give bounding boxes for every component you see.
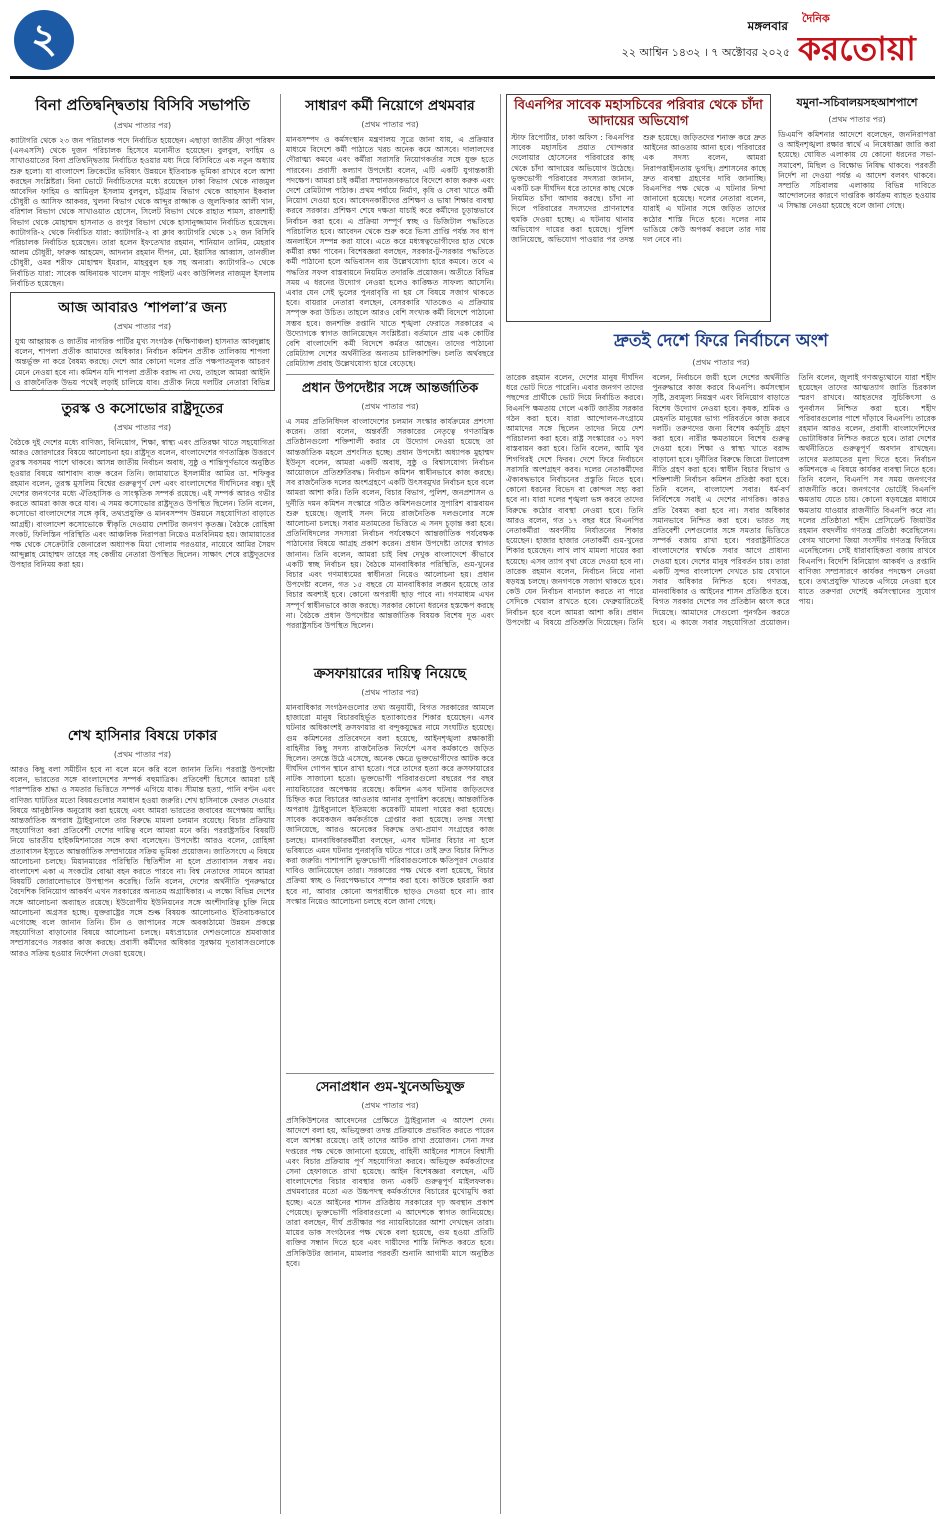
- article-continuation: (প্রথম পাতার পর): [113, 750, 172, 759]
- article-body: এ সময় প্রতিনিধিদল বাংলাদেশের চলমান সংস্কার কার্যক্রমের প্রশংসা করেন। তারা বলেন, অন্তর্বর্তী সরকারের নেতৃত্বে গণতান্ত্রিক প্রতিষ্ঠানগুলো শক্তিশালী করার যে উদ্যোগ নেওয়া হয়েছে তা আন্তর্জাতিক মহলে প্রশংসিত হচ্ছে। প্রধান উপদেষ্টা অধ্যাপক মুহাম্মদ ইউনূস বলেন, আমরা একটি অবাধ, সুষ্ঠু ও বিশ্বাসযোগ্য নির্বাচন আয়োজনে প্রতিশ্রুতিবদ্ধ। নির্বাচন কমিশন স্বাধীনভাবে কাজ করছে। সব রাজনৈতিক দলের অংশগ্রহণে একটি উৎসবমুখর নির্বাচন হবে বলে আমরা আশা করি। তিনি বলেন, বিচার বিভাগ, পুলিশ, জনপ্রশাসন ও দুর্নীতি দমন কমিশন সংস্কারে গঠিত কমিশনগুলোর সুপারিশ বাস্তবায়ন শুরু হয়েছে। জুলাই সনদ নিয়ে রাজনৈতিক দলগুলোর সঙ্গে আলোচনা চলছে। সবার মতামতের ভিত্তিতে এ সনদ চূড়ান্ত করা হবে। প্রতিনিধিদলের সদস্যরা নির্বাচন পর্যবেক্ষণে আন্তর্জাতিক পর্যবেক্ষক পাঠানোর বিষয়ে আগ্রহ প্রকাশ করেন। প্রধান উপদেষ্টা তাদের স্বাগত জানান। তিনি বলেন, আমরা চাই বিশ্ব দেখুক বাংলাদেশে কীভাবে একটি স্বচ্ছ নির্বাচন হয়। বৈঠকে মানবাধিকার পরিস্থিতি, গুম-খুনের বিচার এবং গণমাধ্যমের স্বাধীনতা নিয়েও আলোচনা হয়। প্রধান উপদেষ্টা বলেন, গত ১৫ বছরে যে মানবাধিকার লঙ্ঘন হয়েছে তার বিচার অবশ্যই হবে। কোনো অপরাধী ছাড় পাবে না। গণমাধ্যম এখন সম্পূর্ণ স্বাধীনভাবে কাজ করছে। সরকার কোনো ধরনের হস্তক্ষেপ করছে না। বৈঠকে প্রধান উপদেষ্টার আন্তর্জাতিক বিষয়ক বিশেষ দূত এবং পররাষ্ট্রসচিব উপস্থিত ছিলেন।: [286, 417, 494, 631]
- article-headline: দ্রুতই দেশে ফিরে নির্বাচনে অংশ: [613, 331, 829, 351]
- article-worker-recruitment: [286, 94, 494, 370]
- masthead-rule: [10, 76, 935, 79]
- article-headline: শেখ হাসিনার বিষয়ে ঢাকার: [67, 728, 218, 744]
- article-continuation: (প্রথম পাতার পর): [361, 402, 419, 411]
- issue-date: ২২ আশ্বিন ১৪৩২ । ৭ অক্টোবর ২০২৫: [621, 46, 790, 59]
- article-headline: আজ আবারও ‘শাপলা’র জন্য: [58, 300, 227, 316]
- article-jamuna-secretariat: [778, 94, 936, 322]
- article-body: আরও কিছু বলা সমীচীন হবে না বলে মনে করি বলে জানান তিনি। পররাষ্ট্র উপদেষ্টা বলেন, ভারতের সঙ্গে বাংলাদেশের সম্পর্ক বহুমাত্রিক। প্রতিবেশী হিসেবে আমরা চাই পারস্পরিক শ্রদ্ধা ও সমতার ভিত্তিতে সম্পর্ক এগিয়ে যাক। সীমান্ত হত্যা, পানি বণ্টন এবং বাণিজ্য ঘাটতির মতো বিষয়গুলোর সমাধান হওয়া জরুরি। শেখ হাসিনাকে ফেরত দেওয়ার বিষয়ে আনুষ্ঠানিক অনুরোধ করা হয়েছে এবং আমরা ভারতের জবাবের অপেক্ষায় আছি। আন্তর্জাতিক অপরাধ ট্রাইব্যুনালে তার বিরুদ্ধে মামলা চলমান রয়েছে। বিচার প্রক্রিয়ায় সহযোগিতা করা প্রতিবেশী দেশের দায়িত্ব বলে আমরা মনে করি। পররাষ্ট্রসচিব বিষয়টি নিয়ে ভারতীয় হাইকমিশনারের সঙ্গে কথা বলেছেন। উপদেষ্টা আরও বলেন, রোহিঙ্গা প্রত্যাবাসন ইস্যুতে আন্তর্জাতিক সম্প্রদায়ের সক্রিয় ভূমিকা প্রয়োজন। জাতিসংঘে এ বিষয়ে আলোচনা চলছে। মিয়ানমারের পরিস্থিতি স্থিতিশীল না হলে প্রত্যাবাসন সম্ভব নয়। বাংলাদেশ একা এ সংকটের বোঝা বহন করতে পারবে না। বিশ্ব নেতাদের সামনে আমরা বিষয়টি জোরালোভাবে উপস্থাপন করেছি। তিনি বলেন, দেশের অর্থনীতি পুনরুদ্ধারে বৈদেশিক বিনিয়োগ আকর্ষণ এখন সরকারের অন্যতম অগ্রাধিকার। এ লক্ষ্যে বিভিন্ন দেশের সঙ্গে আলোচনা অব্যাহত রয়েছে। ইউরোপীয় ইউনিয়নের সঙ্গে অংশীদারিত্ব চুক্তি নিয়ে আলোচনা অগ্রসর হচ্ছে। যুক্তরাষ্ট্রের সঙ্গে শুল্ক বিষয়ক আলোচনাও ইতিবাচকভাবে এগোচ্ছে বলে জানান তিনি। চীন ও জাপানের সঙ্গে অবকাঠামো উন্নয়ন প্রকল্পে সহযোগিতা বাড়ানোর বিষয়ে আলোচনা চলছে। মধ্যপ্রাচ্যের দেশগুলোতে শ্রমবাজার সম্প্রসারণেও সরকার কাজ করছে। প্রবাসী কর্মীদের অধিকার সুরক্ষায় দূতাবাসগুলোকে আরও সক্রিয় হওয়ার নির্দেশনা দেওয়া হয়েছে।: [10, 765, 275, 958]
- issue-day: মঙ্গলবার: [747, 19, 788, 33]
- article-body: ক্যাটাগরি থেকে ২৩ জন পরিচালক পদে নির্বাচিত হয়েছেন। এছাড়া জাতীয় ক্রীড়া পরিষদ (এনএসসি) থেকে দুজন পরিচালক হিসেবে মনোনীত হয়েছেন। বুলবুল, ফাহিম ও সাখাওয়াতের বিনা প্রতিদ্বন্দ্বিতায় নির্বাচিত হওয়ার মধ্য দিয়ে বিসিবিতে এক নতুন অধ্যায় শুরু হলো। যা বাংলাদেশ ক্রিকেটের ভবিষ্যৎ উন্নয়নে ইতিবাচক ভূমিকা রাখবে বলে আশা করছেন সংশ্লিষ্টরা। বিনা ভোটে নির্বাচিতদের মধ্যে রয়েছেন ঢাকা বিভাগ থেকে নাজমুল আবেদিন ফাহিম ও আমিনুল ইসলাম বুলবুল, চট্টগ্রাম বিভাগ থেকে আহসান ইকবাল চৌধুরী ও আসিফ আকবর, খুলনা বিভাগ থেকে আব্দুর রাজ্জাক ও জুলফিকার আলী খান, বরিশাল বিভাগ থেকে সাখাওয়াত হোসেন, সিলেট বিভাগ থেকে রাহাত শামস, রাজশাহী বিভাগ থেকে মোহাম্মদ হাসনাত ও রংপুর বিভাগ থেকে হাসানুজ্জামান নির্বাচিত হয়েছেন। ক্যাটাগরি-২ থেকে নির্বাচিত যারা: ক্যাটাগরি-২ বা ক্লাব ক্যাটাগরি থেকে ১২ জন বিসিবি পরিচালক নির্বাচিত হয়েছেন। তারা হলেন ইফতেখার রহমান, শানিয়ান তানিম, মেহরাব আলম চৌধুরী, ফারুক আহমেদ, আদনান রহমান দীপন, মো. ইয়াসির আব্বাস, তানজীল চৌধুরী, ওমর শরীফ মোহাম্মদ ইমরান, মাহবুবুল হক সহ অন্যরা। ক্যাটাগরি-৩ থেকে নির্বাচিত যারা: সাবেক অধিনায়ক খালেদ মাসুদ পাইলট এবং কাউন্সিলর নাজমূল ইসলাম নির্বাচিত হয়েছেন।: [10, 136, 275, 288]
- logo-prefix: দৈনিক: [802, 12, 830, 25]
- article-headline: তুরস্ক ও কসোভোর রাষ্ট্রদূতের: [61, 401, 224, 417]
- article-continuation: (প্রথম পাতার পর): [113, 121, 172, 130]
- article-continuation: (প্রথম পাতার পর): [113, 423, 172, 432]
- article-bcb: [10, 94, 275, 288]
- article-turkey-kosovo: [10, 397, 275, 719]
- masthead: [0, 0, 945, 92]
- article-continuation: (প্রথম পাতার পর): [361, 688, 419, 697]
- article-chief-adviser: [286, 379, 494, 658]
- article-crossfire: [286, 662, 494, 1070]
- article-body-part: তারেক রহমান বলেন, দেশের মানুষ দীর্ঘদিন ধরে ভোট দিতে পারেনি। এবার জনগণ তাদের পছন্দের প্রার্থীকে ভোট দিয়ে নির্বাচিত করবে। বিএনপি ক্ষমতায় গেলে একটি জাতীয় সরকার গঠন করা হবে। যারা আন্দোলন-সংগ্রামে আমাদের সঙ্গে ছিলেন তাদের নিয়ে দেশ পরিচালনা করা হবে। রাষ্ট্র সংস্কারের ৩১ দফা বাস্তবায়ন করা হবে। তিনি বলেন, আমি খুব শিগগিরই দেশে ফিরব। দেশে ফিরে নির্বাচনে সরাসরি অংশগ্রহণ করব। দলের নেতাকর্মীদের ঐক্যবদ্ধভাবে নির্বাচনের প্রস্তুতি নিতে হবে। কোনো ধরনের বিভেদ বা কোন্দল সহ্য করা হবে না। যারা দলের শৃঙ্খলা ভঙ্গ করবে তাদের বিরুদ্ধে কঠোর ব্যবস্থা নেওয়া হবে। তিনি আরও বলেন, গত ১৭ বছর ধরে বিএনপির নেতাকর্মীরা অবর্ণনীয় নির্যাতনের শিকার হয়েছেন। হাজার হাজার নেতাকর্মী গুম-খুনের শিকার হয়েছেন। লাখ লাখ মামলা দায়ের করা হয়েছে। এসব ত্যাগ বৃথা যেতে দেওয়া হবে না। তারেক রহমান বলেন, নির্বাচন নিয়ে নানা ষড়যন্ত্র চলছে। জনগণকে সজাগ থাকতে হবে। কেউ যেন নির্বাচন বানচাল করতে না পারে সেদিকে খেয়াল রাখতে হবে। ফেব্রুয়ারিতেই নির্বাচন হবে বলে আমরা আশা করি। প্রধান উপদেষ্টা এ বিষয়ে প্রতিশ্রুতি দিয়েছেন। তিনি বলেন, নির্বাচনে জয়ী হলে দেশের অর্থনীতি পুনরুদ্ধারে কাজ করবে বিএনপি। কর্মসংস্থান সৃষ্টি, দ্রব্যমূল্য নিয়ন্ত্রণ এবং বিনিয়োগ বাড়াতে বিশেষ উদ্যোগ নেওয়া হবে। কৃষক, শ্রমিক ও মেহনতি মানুষের ভাগ্য পরিবর্তনে কাজ করবে দলটি। তরুণদের জন্য বিশেষ কর্মসূচি গ্রহণ করা হবে। নারীর ক্ষমতায়নে বিশেষ গুরুত্ব দেওয়া হবে। শিক্ষা ও স্বাস্থ্য খাতে বরাদ্দ বাড়ানো হবে। দুর্নীতির বিরুদ্ধে জিরো টলারেন্স নীতি গ্রহণ করা হবে। স্বাধীন বিচার বিভাগ ও শক্তিশালী নির্বাচন কমিশন প্রতিষ্ঠা করা হবে। তিনি বলেন, বাংলাদেশ সবার। ধর্ম-বর্ণ নির্বিশেষে সবাই এ দেশের নাগরিক। কারও প্রতি বৈষম্য করা হবে না। সবার অধিকার সমানভাবে নিশ্চিত করা হবে। ভারত সহ প্রতিবেশী দেশগুলোর সঙ্গে সমতার ভিত্তিতে সম্পর্ক বজায় রাখা হবে। পররাষ্ট্রনীতিতে বাংলাদেশের স্বার্থকে সবার আগে প্রাধান্য দেওয়া হবে।: [506, 373, 790, 627]
- logo-title: করতোয়া: [798, 29, 916, 68]
- article-headline: বিনা প্রতিদ্বন্দ্বিতায় বিসিবি সভাপতি: [35, 96, 250, 114]
- column-divider: [500, 94, 501, 1514]
- article-body: ডিএমপি কমিশনার আদেশে বলেছেন, জননিরাপত্তা ও আইনশৃঙ্খলা রক্ষার স্বার্থে এ নিষেধাজ্ঞা জারি করা হয়েছে। ঘোষিত এলাকায় যে কোনো ধরনের সভা-সমাবেশ, মিছিল ও বিক্ষোভ নিষিদ্ধ থাকবে। পরবর্তী নির্দেশ না দেওয়া পর্যন্ত এ আদেশ বলবৎ থাকবে। সম্প্রতি সচিবালয় এলাকায় বিভিন্ন দাবিতে আন্দোলনের কারণে দাপ্তরিক কার্যক্রম ব্যাহত হওয়ায় এ সিদ্ধান্ত নেওয়া হয়েছে বলে জানা গেছে।: [778, 130, 936, 211]
- article-headline: ক্রসফায়ারের দায়িত্ব নিয়েছে: [313, 666, 467, 682]
- article-body-part: দেশের মানুষ পরিবর্তন চায়। তারা একটি সুন্দর বাংলাদেশ দেখতে চায় যেখানে সবার অধিকার নিশ্চিত হবে। গণতন্ত্র, মানবাধিকার ও আইনের শাসন প্রতিষ্ঠিত হবে। বিগত সরকার দেশের সব প্রতিষ্ঠান ধ্বংস করে দিয়েছে। আমাদের সেগুলো পুনর্গঠন করতে হবে। এ কাজে সবার সহযোগিতা প্রয়োজন। তিনি বলেন, জুলাই গণঅভ্যুত্থানে যারা শহীদ হয়েছেন তাদের আত্মত্যাগ জাতি চিরকাল স্মরণ রাখবে। আহতদের সুচিকিৎসা ও পুনর্বাসন নিশ্চিত করা হবে। শহীদ পরিবারগুলোর পাশে দাঁড়াবে বিএনপি। তারেক রহমান আরও বলেন, প্রবাসী বাংলাদেশিদের ভোটাধিকার নিশ্চিত করতে হবে। তারা দেশের অর্থনীতিতে গুরুত্বপূর্ণ অবদান রাখছেন। তাদের মতামতের মূল্য দিতে হবে। নির্বাচন কমিশনকে এ বিষয়ে কার্যকর ব্যবস্থা নিতে হবে। তিনি বলেন, বিএনপি সব সময় জনগণের রাজনীতি করে। জনগণের ভোটেই বিএনপি ক্ষমতায় যেতে চায়। কোনো ষড়যন্ত্রের মাধ্যমে ক্ষমতায় যাওয়ার রাজনীতি বিএনপি করে না। দলের প্রতিষ্ঠাতা শহীদ প্রেসিডেন্ট জিয়াউর রহমান বহুদলীয় গণতন্ত্র প্রতিষ্ঠা করেছিলেন। বেগম খালেদা জিয়া সংসদীয় গণতন্ত্র ফিরিয়ে এনেছিলেন। সেই ধারাবাহিকতা বজায় রাখবে বিএনপি। বিদেশি বিনিয়োগ আকর্ষণ ও রপ্তানি বাণিজ্য সম্প্রসারণে কার্যকর পদক্ষেপ নেওয়া হবে। তথ্যপ্রযুক্তি খাতকে এগিয়ে নেওয়া হবে যাতে তরুণরা দেশেই কর্মসংস্থানের সুযোগ পায়।: [652, 373, 936, 627]
- newspaper-logo: [798, 10, 934, 72]
- article-body: [506, 373, 936, 1514]
- article-continuation: (প্রথম পাতার পর): [692, 358, 750, 367]
- article-continuation: (প্রথম পাতার পর): [361, 1101, 419, 1110]
- section-divider: [286, 1073, 494, 1074]
- article-body: মানবসম্পদ ও কর্মসংস্থান মন্ত্রণালয় সূত্রে জানা যায়, এ প্রক্রিয়ার মাধ্যমে বিদেশে কর্মী পাঠাতে খরচ অনেক কমে আসবে। দালালদের দৌরাত্ম্য কমবে এবং কর্মীরা সরাসরি নিয়োগকর্তার সঙ্গে যুক্ত হতে পারবেন। প্রবাসী কল্যাণ উপদেষ্টা বলেন, এটি একটি যুগান্তকারী পদক্ষেপ। আমরা চাই কর্মীরা সম্মানজনকভাবে বিদেশে কাজ করুক এবং দেশে রেমিট্যান্স পাঠাক। প্রথম পর্যায়ে নির্মাণ, কৃষি ও সেবা খাতে কর্মী নিয়োগ দেওয়া হবে। আবেদনকারীদের প্রশিক্ষণ ও ভাষা শিক্ষার ব্যবস্থা করবে সরকার। প্রশিক্ষণ শেষে দক্ষতা যাচাই করে কর্মীদের চূড়ান্তভাবে নির্বাচন করা হবে। এ প্রক্রিয়া সম্পূর্ণ স্বচ্ছ ও ডিজিটাল পদ্ধতিতে পরিচালিত হবে। আবেদন থেকে শুরু করে ভিসা প্রাপ্তি পর্যন্ত সব ধাপ অনলাইনে সম্পন্ন করা যাবে। এতে করে মধ্যস্বত্বভোগীদের হাত থেকে কর্মীরা রক্ষা পাবেন। বিশেষজ্ঞরা বলছেন, সরকার-টু-সরকার পদ্ধতিতে কর্মী পাঠানো হলে অভিবাসন ব্যয় উল্লেখযোগ্য হারে কমবে। তবে এ পদ্ধতির সফল বাস্তবায়নে নিয়মিত তদারকি প্রয়োজন। অতীতে বিভিন্ন সময় এ ধরনের উদ্যোগ নেওয়া হলেও কাঙ্ক্ষিত সাফল্য আসেনি। এবার যেন সেই ভুলের পুনরাবৃত্তি না হয় সে বিষয়ে সজাগ থাকতে হবে। বায়রার নেতারা বলছেন, বেসরকারি খাতকেও এ প্রক্রিয়ায় সম্পৃক্ত করা উচিত। তাহলে আরও বেশি সংখ্যক কর্মী বিদেশে পাঠানো সম্ভব হবে। জনশক্তি রপ্তানি খাতে শৃঙ্খলা ফেরাতে সরকারের এ উদ্যোগকে স্বাগত জানিয়েছেন সংশ্লিষ্টরা। বর্তমানে প্রায় এক কোটির বেশি বাংলাদেশি কর্মী বিদেশে কর্মরত আছেন। তাদের পাঠানো রেমিট্যান্স দেশের অর্থনীতির অন্যতম চালিকাশক্তি। চলতি অর্থবছরে রেমিট্যান্স প্রবাহ উল্লেখযোগ্য হারে বেড়েছে।: [286, 135, 494, 369]
- article-headline: সেনাপ্রধান গুম-খুনেঅভিযুক্ত: [315, 1080, 465, 1095]
- article-continuation: (প্রথম পাতার পর): [361, 120, 419, 129]
- article-headline: বিএনপির সাবেক মহাসচিবের পরিবার থেকে চাঁদা আদায়ের অভিযোগ: [514, 98, 763, 129]
- article-body: প্রসিকিউশনের আবেদনের প্রেক্ষিতে ট্রাইব্যুনাল এ আদেশ দেন। আদেশে বলা হয়, অভিযুক্তরা তদন্ত প্রক্রিয়াকে প্রভাবিত করতে পারেন বলে আশঙ্কা রয়েছে। তাই তাদের আটক রাখা প্রয়োজন। সেনা সদর দপ্তরের পক্ষ থেকে জানানো হয়েছে, বাহিনী আইনের শাসনে বিশ্বাসী এবং বিচার প্রক্রিয়ায় পূর্ণ সহযোগিতা করবে। অভিযুক্ত কর্মকর্তাদের সেনা হেফাজতে রাখা হয়েছে। আইন বিশেষজ্ঞরা বলছেন, এটি বাংলাদেশের বিচার ব্যবস্থার জন্য একটি গুরুত্বপূর্ণ মাইলফলক। প্রথমবারের মতো এত উচ্চপদস্থ কর্মকর্তাদের বিচারের মুখোমুখি করা হচ্ছে। এতে আইনের শাসন প্রতিষ্ঠায় সরকারের দৃঢ় অবস্থান প্রকাশ পেয়েছে। ভুক্তভোগী পরিবারগুলো এ আদেশকে স্বাগত জানিয়েছে। তারা বলছেন, দীর্ঘ প্রতীক্ষার পর ন্যায়বিচারের আশা দেখছেন তারা। মায়ের ডাক সংগঠনের পক্ষ থেকে বলা হয়েছে, গুম হওয়া প্রতিটি ব্যক্তির সন্ধান দিতে হবে এবং দায়ীদের শাস্তি নিশ্চিত করতে হবে। প্রসিকিউটর জানান, মামলার পরবর্তী শুনানি আগামী মাসে অনুষ্ঠিত হবে।: [286, 1116, 494, 1268]
- article-hasina: [10, 724, 275, 1514]
- article-headline: যমুনা-সচিবালয়সহআশপাশে: [796, 96, 918, 109]
- article-body: মানবাধিকার সংগঠনগুলোর তথ্য অনুযায়ী, বিগত সরকারের আমলে হাজারো মানুষ বিচারবহির্ভূত হত্যাকাণ্ডের শিকার হয়েছেন। এসব ঘটনার অধিকাংশই ক্রসফায়ার বা বন্দুকযুদ্ধের নামে সংঘটিত হয়েছে। গুম কমিশনের প্রতিবেদনে বলা হয়েছে, আইনশৃঙ্খলা রক্ষাকারী বাহিনীর কিছু সদস্য রাজনৈতিক নির্দেশে এসব কর্মকাণ্ডে জড়িত ছিলেন। তদন্তে উঠে এসেছে, অনেক ক্ষেত্রে ভুক্তভোগীদের আটক করে দীর্ঘদিন গোপন স্থানে রাখা হতো। পরে তাদের হত্যা করে ক্রসফায়ারের নাটক সাজানো হতো। ভুক্তভোগী পরিবারগুলো বছরের পর বছর ন্যায়বিচারের অপেক্ষায় রয়েছে। কমিশন এসব ঘটনায় জড়িতদের চিহ্নিত করে বিচারের আওতায় আনার সুপারিশ করেছে। আন্তর্জাতিক অপরাধ ট্রাইব্যুনালে ইতিমধ্যে কয়েকটি মামলা দায়ের করা হয়েছে। সাবেক কয়েকজন কর্মকর্তাকে গ্রেপ্তার করা হয়েছে। তদন্ত সংস্থা জানিয়েছে, আরও অনেকের বিরুদ্ধে তথ্য-প্রমাণ সংগ্রহের কাজ চলছে। মানবাধিকারকর্মীরা বলছেন, এসব ঘটনার বিচার না হলে ভবিষ্যতে এমন ঘটনার পুনরাবৃত্তি ঘটতে পারে। তাই দ্রুত বিচার নিশ্চিত করা জরুরি। পাশাপাশি ভুক্তভোগী পরিবারগুলোকে ক্ষতিপূরণ দেওয়ার দাবিও জানিয়েছেন তারা। সরকারের পক্ষ থেকে বলা হয়েছে, বিচার প্রক্রিয়া স্বচ্ছ ও নিরপেক্ষভাবে সম্পন্ন করা হবে। কাউকে হয়রানি করা হবে না, আবার কোনো অপরাধীকে ছাড়ও দেওয়া হবে না। র‍্যাব সংস্কার নিয়েও আলোচনা চলছে বলে জানা গেছে।: [286, 703, 494, 906]
- article-election-return: [506, 328, 936, 1514]
- article-headline: সাধারণ কর্মী নিয়োগে প্রথমবার: [305, 98, 475, 114]
- article-continuation: (প্রথম পাতার পর): [828, 115, 886, 124]
- page-number: ২: [14, 10, 74, 70]
- article-headline: প্রধান উপদেষ্টার সঙ্গে আন্তর্জাতিক: [301, 381, 479, 396]
- article-continuation: (প্রথম পাতার পর): [113, 322, 172, 331]
- column-divider: [280, 94, 281, 1514]
- article-bnp-extortion: [506, 94, 771, 322]
- article-body: স্টাফ রিপোর্টার, ঢাকা অফিস : বিএনপির সাবেক মহাসচিব প্রয়াত খোন্দকার দেলোয়ার হোসেনের পরিবারের কাছ থেকে চাঁদা আদায়ের অভিযোগ উঠেছে। ভুক্তভোগী পরিবারের সদস্যরা জানান, একটি চক্র দীর্ঘদিন ধরে তাদের কাছ থেকে নিয়মিত চাঁদা আদায় করছে। চাঁদা না দিলে পরিবারের সদস্যদের প্রাণনাশের হুমকি দেওয়া হচ্ছে। এ ঘটনায় থানায় অভিযোগ দায়ের করা হয়েছে। পুলিশ জানিয়েছে, অভিযোগ পাওয়ার পর তদন্ত শুরু হয়েছে। জড়িতদের শনাক্ত করে দ্রুত আইনের আওতায় আনা হবে। পরিবারের এক সদস্য বলেন, আমরা নিরাপত্তাহীনতায় ভুগছি। প্রশাসনের কাছে দ্রুত ব্যবস্থা গ্রহণের দাবি জানাচ্ছি। বিএনপির পক্ষ থেকে এ ঘটনার নিন্দা জানানো হয়েছে। দলের নেতারা বলেন, যারাই এ ঘটনার সঙ্গে জড়িত তাদের কঠোর শাস্তি দিতে হবে। দলের নাম ভাঙিয়ে কেউ অপকর্ম করলে তার দায় দল নেবে না।: [511, 133, 766, 245]
- article-body: বৈঠকে দুই দেশের মধ্যে বাণিজ্য, বিনিয়োগ, শিক্ষা, স্বাস্থ্য এবং প্রতিরক্ষা খাতে সহযোগিতা আরও জোরদারের বিষয়ে আলোচনা হয়। রাষ্ট্রদূত বলেন, বাংলাদেশের গণতান্ত্রিক উত্তরণে তুরস্ক সবসময় পাশে থাকবে। আসন্ন জাতীয় নির্বাচন অবাধ, সুষ্ঠু ও শান্তিপূর্ণভাবে অনুষ্ঠিত হওয়ার বিষয়ে আশাবাদ ব্যক্ত করেন তিনি। জামায়াতে ইসলামীর আমির ডা. শফিকুর রহমান বলেন, তুরস্ক মুসলিম বিশ্বের গুরুত্বপূর্ণ দেশ এবং বাংলাদেশের দীর্ঘদিনের বন্ধু। দুই দেশের জনগণের মধ্যে ঐতিহাসিক ও সাংস্কৃতিক সম্পর্ক রয়েছে। এই সম্পর্ক আরও গভীর করতে আমরা কাজ করে যাব। এ সময় কসোভোর রাষ্ট্রদূতও উপস্থিত ছিলেন। তিনি বলেন, কসোভো বাংলাদেশের সঙ্গে কৃষি, তথ্যপ্রযুক্তি ও মানবসম্পদ উন্নয়নে সহযোগিতা বাড়াতে আগ্রহী। বাংলাদেশ কসোভোকে স্বীকৃতি দেওয়ায় দেশটির জনগণ কৃতজ্ঞ। বৈঠকে রোহিঙ্গা সংকট, ফিলিস্তিন পরিস্থিতি এবং আঞ্চলিক নিরাপত্তা নিয়েও মতবিনিময় হয়। জামায়াতের পক্ষ থেকে সেক্রেটারি জেনারেল অধ্যাপক মিয়া গোলাম পরওয়ার, নায়েবে আমির সৈয়দ আব্দুল্লাহ মোহাম্মদ তাহের সহ কেন্দ্রীয় নেতারা উপস্থিত ছিলেন। সাক্ষাৎ শেষে রাষ্ট্রদূতদের উপহার বিনিময় করা হয়।: [10, 438, 275, 570]
- article-shapla: [10, 292, 275, 391]
- article-body: যুগ্ম আহ্বায়ক ও জাতীয় নাগরিক পার্টির মুখ্য সংগঠক (দক্ষিণাঞ্চল) হাসনাত আবদুল্লাহ বলেন, শাপলা প্রতীক আমাদের অধিকার। নির্বাচন কমিশন প্রতীক তালিকায় শাপলা অন্তর্ভুক্ত না করে বৈষম্য করছে। দেশে আর কোনো দলের প্রতি পক্ষপাতমূলক আচরণ মেনে নেওয়া হবে না। কমিশন যদি শাপলা প্রতীক বরাদ্দ না দেয়, তাহলে আমরা আইনি ও রাজনৈতিক উভয় পথেই লড়াই চালিয়ে যাব। প্রতীক নিয়ে দলটির নেতারা বিভিন্ন: [15, 337, 270, 387]
- section-divider: [286, 374, 494, 375]
- article-army-chief: [286, 1078, 494, 1514]
